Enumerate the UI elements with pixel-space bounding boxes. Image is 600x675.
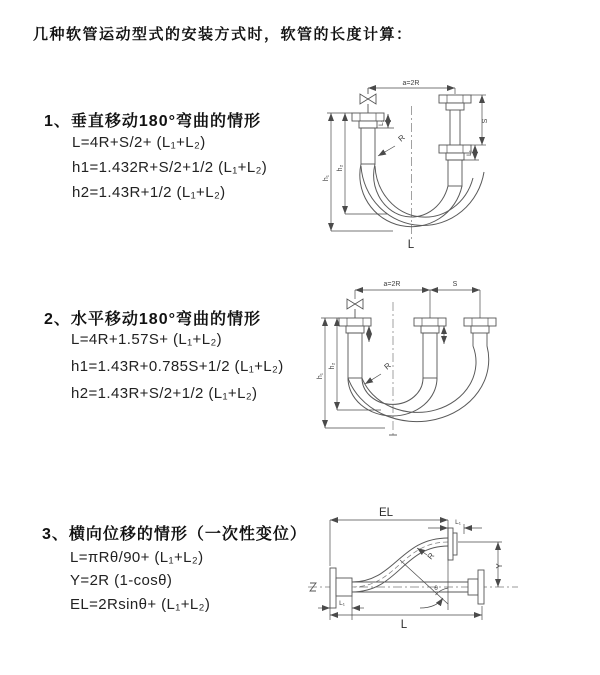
radius-leader-arrow <box>378 146 395 156</box>
section-1-formula-h2: h2=1.43R+1/2 (L₁+L₂) <box>72 184 226 201</box>
section-1-formula-h1: h1=1.432R+S/2+1/2 (L₁+L₂) <box>72 159 268 176</box>
dim-label-radius: R <box>396 132 407 144</box>
dim-label-h2: h₂ <box>329 362 336 370</box>
section-1-heading: 1、垂直移动180°弯曲的情形 <box>44 113 261 130</box>
section-2-formula-L: L=4R+1.57S+ (L₁+L₂) <box>71 331 223 348</box>
right-pipe-stub <box>473 333 487 346</box>
diagram-lateral-displacement <box>300 498 595 648</box>
radius-leader-arrow <box>365 374 381 384</box>
dim-label-radius: R <box>382 360 393 372</box>
dim-label-a2r: a=2R <box>383 281 401 288</box>
section-2-formula-h2: h2=1.43R+S/2+1/2 (L₁+L₂) <box>71 385 258 402</box>
left-hose-braid <box>361 128 375 164</box>
angle-theta-construction <box>400 560 448 608</box>
page-title: 几种软管运动型式的安装方式时，软管的长度计算： <box>33 26 413 43</box>
right-pipe-assembly <box>439 95 471 186</box>
dimension-el <box>330 520 448 610</box>
section-3-heading: 3、横向位移的情形（一次性变位） <box>42 526 307 543</box>
section-3-formula-EL: EL=2Rsinθ+ (L₁+L₂) <box>70 596 211 613</box>
hose-u-bend-arcs <box>360 164 484 227</box>
dim-label-theta: θ <box>434 585 438 592</box>
section-1-formula-L: L=4R+S/2+ (L₁+L₂) <box>72 134 206 151</box>
dimension-h1-h2 <box>321 318 385 428</box>
dim-label-l1-top: L₁ <box>455 519 461 526</box>
section-2-formula-h1: h1=1.43R+0.785S+1/2 (L₁+L₂) <box>71 358 284 375</box>
dim-label-el: EL <box>378 507 394 519</box>
dim-label-h1: h₁ <box>323 174 330 182</box>
section-2-heading: 2、水平移动180°弯曲的情形 <box>44 311 261 328</box>
diagram-vertical-180-bend <box>315 68 595 253</box>
dim-label-y: Y <box>495 563 504 569</box>
dim-label-a2r: a=2R <box>402 80 420 87</box>
dim-label-s: S <box>482 118 489 124</box>
section-3-formula-Y: Y=2R (1-cosθ) <box>70 572 173 589</box>
right-hose-braid <box>448 160 462 186</box>
s-curve-hose <box>352 538 448 592</box>
dim-label-radius: R <box>425 551 437 562</box>
middle-hose-braid <box>423 333 437 378</box>
dim-label-s: S <box>452 281 458 288</box>
dim-label-length: L <box>407 239 415 251</box>
valve-icon <box>347 299 363 318</box>
dim-label-h2: h₂ <box>337 164 344 172</box>
section-3-formula-L: L=πRθ/90+ (L₁+L₂) <box>70 549 204 566</box>
dimension-a2r-s <box>355 290 480 318</box>
left-hose-braid <box>348 333 362 378</box>
pipe-flanges <box>339 318 496 333</box>
dim-label-l1-left: L₁ <box>378 120 385 126</box>
diagram-horizontal-180-bend <box>315 268 595 448</box>
dim-label-length: L <box>400 619 408 631</box>
dimension-a2r <box>368 88 455 94</box>
valve-icon <box>360 88 376 113</box>
dim-label-l1-right: L₁ <box>466 150 473 156</box>
right-flange <box>468 570 484 604</box>
top-flange <box>448 528 457 560</box>
dim-label-l1-left: L₁ <box>339 600 345 607</box>
dim-label-h1: h₁ <box>317 372 324 380</box>
